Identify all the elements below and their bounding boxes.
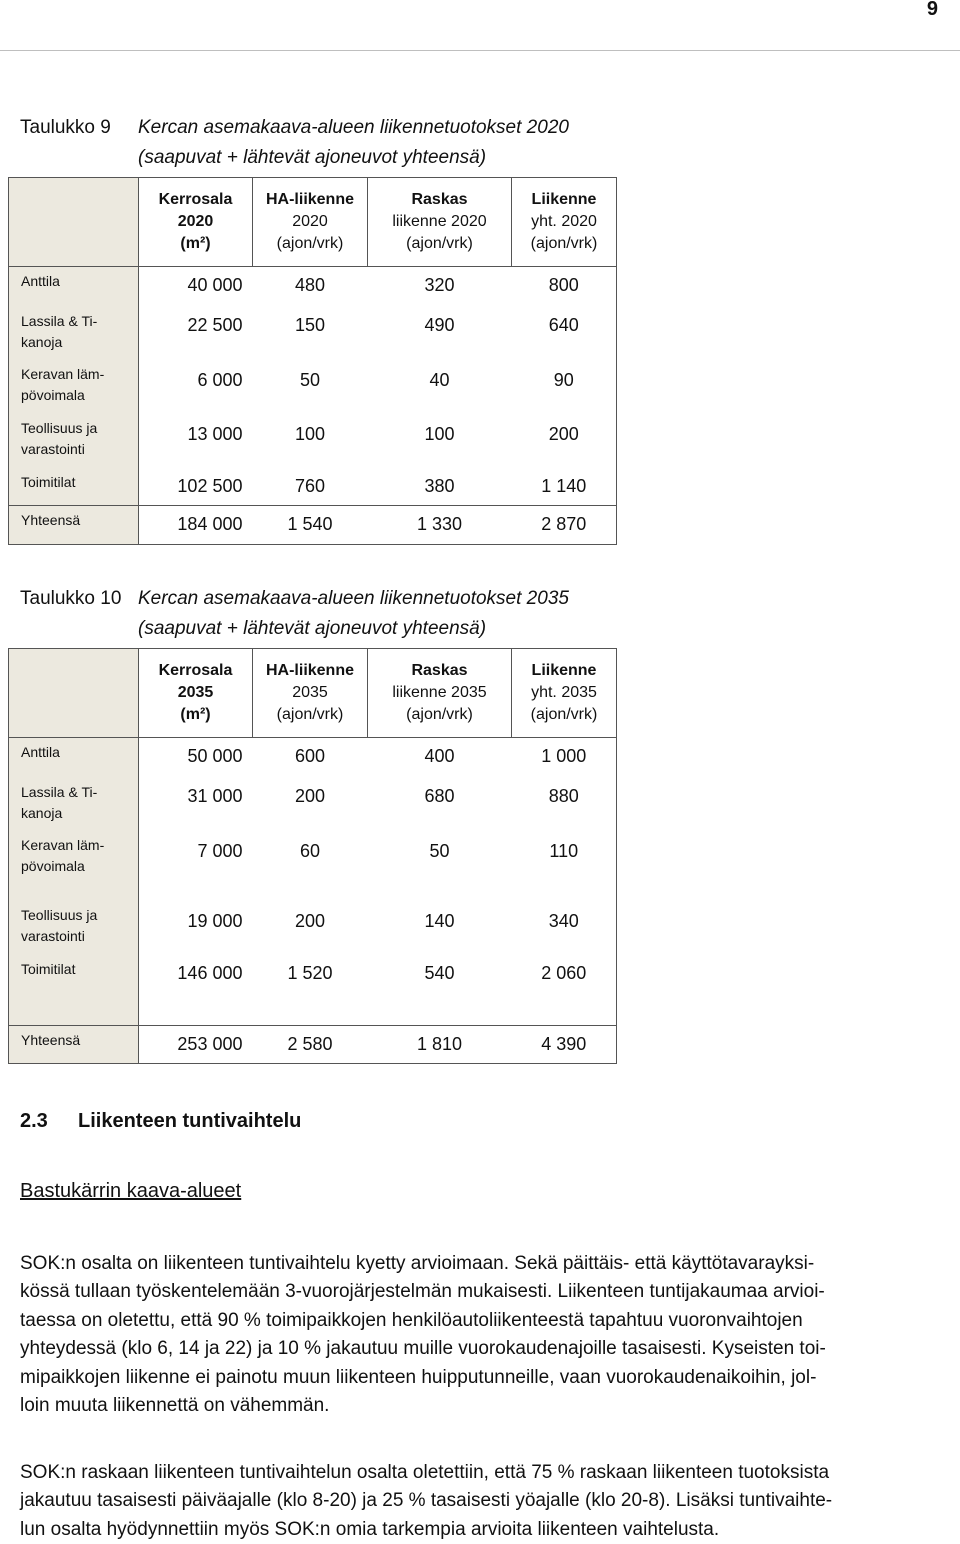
table9-header-kerrosala: Kerrosala 2020 (m²) xyxy=(139,178,253,267)
cell: 253 000 xyxy=(139,1026,253,1064)
cell: 19 000 xyxy=(187,910,243,931)
section-number: 2.3 xyxy=(20,1110,48,1132)
table10-header-kerrosala: Kerrosala 2035 (m²) xyxy=(139,649,253,738)
page-number: 9 xyxy=(926,0,938,20)
cell: 2 870 xyxy=(512,506,617,545)
cell: 1 330 xyxy=(368,506,512,545)
table-row xyxy=(9,955,617,1026)
table-row xyxy=(9,307,617,360)
table10-title-line1: Kercan asemakaava-alueen liikennetuotokset 2035 xyxy=(138,588,569,609)
table-row xyxy=(9,468,617,506)
table9-header-liikenne-yht: Liikenne yht. 2020 (ajon/vrk) xyxy=(512,178,617,267)
table9-label: Taulukko 9 xyxy=(20,117,111,138)
table-row xyxy=(9,414,617,468)
cell: 40 xyxy=(429,369,450,390)
cell: 1 140 xyxy=(512,468,617,506)
cell: 100 xyxy=(294,423,326,444)
row-label: Anttila xyxy=(9,267,139,307)
cell: 200 xyxy=(294,785,326,806)
cell: 380 xyxy=(424,475,455,496)
cell: 800 xyxy=(512,267,617,307)
row-label: Keravan läm- pövoimala xyxy=(9,360,139,414)
table-total-row xyxy=(9,1026,617,1064)
cell: 200 xyxy=(512,414,617,468)
cell: 2 580 xyxy=(253,1026,368,1064)
cell: 4 390 xyxy=(512,1026,617,1064)
table9-title-line2: (saapuvat + lähtevät ajoneuvot yhteensä) xyxy=(138,147,487,168)
cell: 50 xyxy=(299,369,321,390)
section-heading xyxy=(20,1110,301,1133)
table9 xyxy=(8,177,617,545)
table9-header-raskas: Raskas liikenne 2020 (ajon/vrk) xyxy=(368,178,512,267)
cell: 150 xyxy=(294,314,326,335)
table-row xyxy=(9,901,617,955)
row-label: Anttila xyxy=(9,738,139,778)
cell: 50 000 xyxy=(187,746,243,766)
table10-header-raskas: Raskas liikenne 2035 (ajon/vrk) xyxy=(368,649,512,738)
row-label: Toimitilat xyxy=(9,468,139,506)
row-label: Keravan läm- pövoimala xyxy=(9,831,139,901)
table-row xyxy=(9,831,617,901)
table-row xyxy=(9,267,617,307)
cell: 1 520 xyxy=(287,962,333,983)
row-label: Teollisuus ja varastointi xyxy=(9,414,139,468)
table-row xyxy=(9,778,617,831)
cell: 146 000 xyxy=(177,962,243,983)
cell: 7 000 xyxy=(197,840,243,861)
cell: 640 xyxy=(512,307,617,360)
cell: 22 500 xyxy=(187,314,243,335)
section-title: Liikenteen tuntivaihtelu xyxy=(78,1110,302,1132)
table9-header-corner xyxy=(9,178,139,267)
table10-title-line2: (saapuvat + lähtevät ajoneuvot yhteensä) xyxy=(138,618,487,639)
table-row xyxy=(9,738,617,778)
cell: 1 810 xyxy=(368,1026,512,1064)
cell: 760 xyxy=(294,475,326,496)
row-label: Teollisuus ja varastointi xyxy=(9,901,139,955)
table10 xyxy=(8,648,617,1064)
cell: 200 xyxy=(294,910,326,931)
row-label: Toimitilat xyxy=(9,955,139,1026)
table10-header-liikenne-yht: Liikenne yht. 2035 (ajon/vrk) xyxy=(512,649,617,738)
table-row xyxy=(9,360,617,414)
table9-caption xyxy=(20,113,569,173)
cell: 140 xyxy=(424,910,455,931)
cell: 490 xyxy=(424,314,455,335)
cell: 50 xyxy=(429,840,450,861)
cell: 320 xyxy=(424,275,455,295)
cell: 540 xyxy=(424,962,455,983)
table10-header-ha-liikenne: HA-liikenne 2035 (ajon/vrk) xyxy=(253,649,368,738)
cell: 340 xyxy=(512,901,617,955)
paragraph-1: SOK:n osalta on liikenteen tuntivaihtelu kyetty arvioimaan. Sekä päittäis- että käyttötavarayksi- kössä tullaan työskentelemään 3-vuorojärjestelmän mukaisesti. Liikenteen tuntijakaumaa arvioi- taessa on oletettu, että 90 % toimipaikkojen henkilöautoliikenteestä tapahtuu vuoronvaihtojen yhteydessä (klo 6, 14 ja 22) ja 10 % jakautuu muille vuorokaudenajoille tasaisesti. Kyseisten toi- mipaikkojen liikenne ei painotu muun liikenteen huipputunneille, vaan vuorokaudenaikoihin, jol- loin muuta liikennettä on vähemmän. xyxy=(20,1253,826,1417)
table10-header-corner xyxy=(9,649,139,738)
row-label: Lassila & Ti- kanoja xyxy=(9,307,139,360)
cell: 1 540 xyxy=(253,506,368,545)
table9-title-line1: Kercan asemakaava-alueen liikennetuotokset 2020 xyxy=(138,117,569,138)
cell: 880 xyxy=(512,778,617,831)
cell: 2 060 xyxy=(512,955,617,1026)
table9-header-ha-liikenne: HA-liikenne 2020 (ajon/vrk) xyxy=(253,178,368,267)
cell: 13 000 xyxy=(187,423,243,444)
header-rule xyxy=(0,50,960,51)
cell: 184 000 xyxy=(139,506,253,545)
cell: 400 xyxy=(424,746,455,766)
cell: 600 xyxy=(294,746,326,766)
cell: 31 000 xyxy=(187,785,243,806)
cell: 6 000 xyxy=(197,369,243,390)
cell: 100 xyxy=(424,423,455,444)
cell: 680 xyxy=(424,785,455,806)
cell: 60 xyxy=(299,840,321,861)
cell: 40 000 xyxy=(187,275,243,295)
table10-label: Taulukko 10 xyxy=(20,588,122,609)
cell: 110 xyxy=(512,831,617,901)
table-total-row xyxy=(9,506,617,545)
cell: 1 000 xyxy=(512,738,617,778)
cell: 102 500 xyxy=(177,475,243,496)
row-label: Yhteensä xyxy=(9,506,139,545)
cell: 480 xyxy=(294,275,326,295)
table10-caption xyxy=(20,584,569,644)
cell: 90 xyxy=(512,360,617,414)
subheading: Bastukärrin kaava-alueet xyxy=(20,1180,242,1202)
row-label: Yhteensä xyxy=(9,1026,139,1064)
paragraph-2: SOK:n raskaan liikenteen tuntivaihtelun osalta oletettiin, että 75 % raskaan liikenteen tuotoksista jakautuu tasaisesti päiväajalle (klo 8-20) ja 25 % tasaisesti yöajalle (klo 20-8). Lisäksi tuntivaihte- lun osalta hyödynnettiin myös SOK:n omia tarkempia arvioita liikenteen vaihtelusta. xyxy=(20,1462,833,1540)
row-label: Lassila & Ti- kanoja xyxy=(9,778,139,831)
